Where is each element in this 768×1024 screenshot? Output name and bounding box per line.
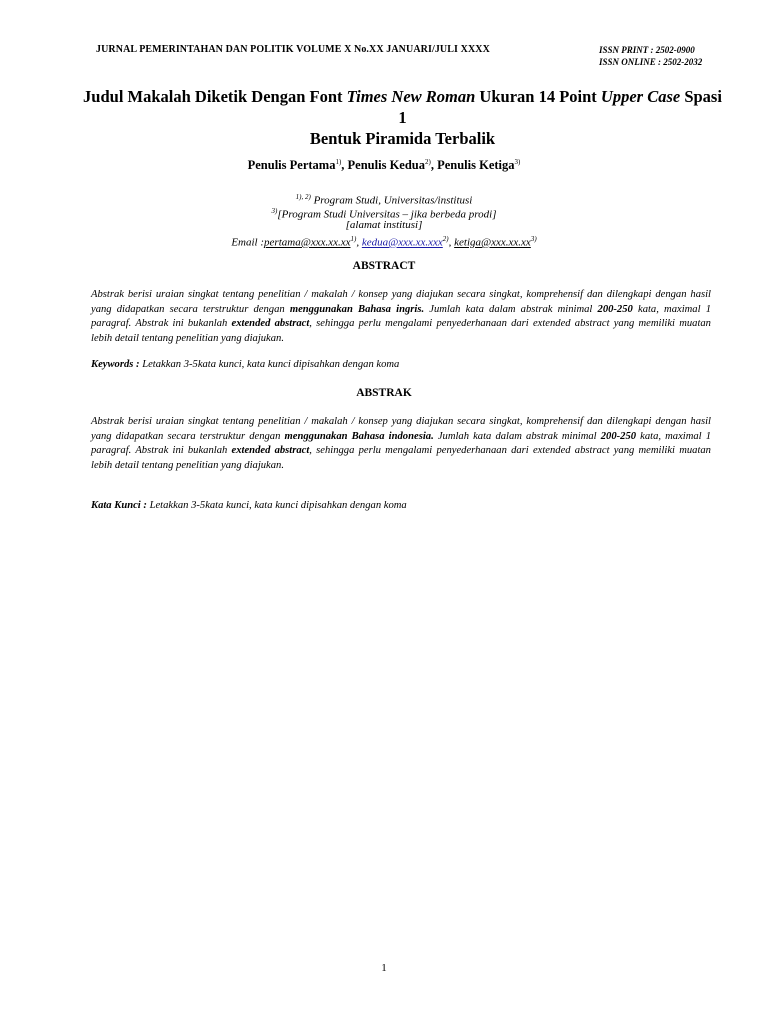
author-3: Penulis Ketiga (437, 158, 515, 173)
page-number: 1 (381, 962, 387, 974)
kata-kunci-line: Kata Kunci : Letakkan 3-5kata kunci, kata kunci dipisahkan dengan koma (91, 500, 407, 511)
institution-address: [alamat institusi] (345, 219, 423, 231)
abstract-heading: ABSTRACT (352, 260, 416, 272)
author-2: Penulis Kedua (347, 158, 425, 173)
issn-online: ISSN ONLINE : 2502-2032 (599, 57, 703, 67)
affiliation-line-1: $^{1), 2)}$ Program Studi, Universitas/institusi (295, 193, 473, 207)
title-line-1: Judul Makalah Diketik Dengan Font Times New Roman Ukuran 14 Point Upper Case Spasi 1 (83, 87, 722, 127)
issn-print: ISSN PRINT : 2502-0900 (599, 45, 695, 55)
abstract-id-body: Abstrak berisi uraian singkat tentang penelitian / makalah / konsep yang diajukan secara singkat, komprehensif dan dilengkapi dengan hasil yang didapatkan secara terstruktur dengan menggunakan Bahasa indonesia. Jumlah kata dalam abstrak minimal 200-250 kata, maximal 1 paragraf. Abstrak ini bukanlah extended abstract, sehingga perlu mengalami penyederhanaan dari extended abstract yang memiliki muatan lebih detail tentang penelitian yang diajukan. (91, 416, 712, 471)
email-link-3[interactable]: ketiga@xxx.xx.xx (454, 236, 531, 249)
journal-header: JURNAL PEMERINTAHAN DAN POLITIK VOLUME X No.XX JANUARI/JULI XXXX (96, 44, 490, 55)
title-line-2: Bentuk Piramida Terbalik (309, 129, 496, 148)
author-list: Penulis Pertama$^{1)}$, Penulis Kedua$^{2)}$, Penulis Ketiga$^{3)}$ (247, 158, 521, 173)
email-link-2[interactable]: kedua@xxx.xx.xxx (361, 236, 443, 249)
author-1: Penulis Pertama (247, 158, 336, 173)
paper-title (80, 86, 725, 149)
email-line: Email $:pertama@xxx.xx.xx^{1)}$, kedua@xxx.xx.xxx$^{2)}$, $ketiga@xxx.xx.xx^{3)}$ (231, 235, 537, 249)
issn-block (599, 44, 702, 68)
abstrak-heading: ABSTRAK (356, 387, 412, 399)
email-link-1[interactable]: pertama@xxx.xx.xx (264, 236, 351, 249)
keywords-line: Keywords : Letakkan 3-5kata kunci, kata kunci dipisahkan dengan koma (91, 359, 400, 370)
abstract-en-body: Abstrak berisi uraian singkat tentang penelitian / makalah / konsep yang diajukan secara singkat, komprehensif dan dilengkapi dengan hasil yang didapatkan secara terstruktur dengan menggunakan Bahasa ingris. Jumlah kata dalam abstrak minimal 200-250 kata, maximal 1 paragraf. Abstrak ini bukanlah extended abstract, sehingga perlu mengalami penyederhanaan dari extended abstract yang memiliki muatan lebih detail tentang penelitian yang diajukan. (91, 289, 711, 344)
affiliation-line-2: $^{3)}$[Program Studi Universitas – jika berbeda prodi] (271, 207, 497, 221)
